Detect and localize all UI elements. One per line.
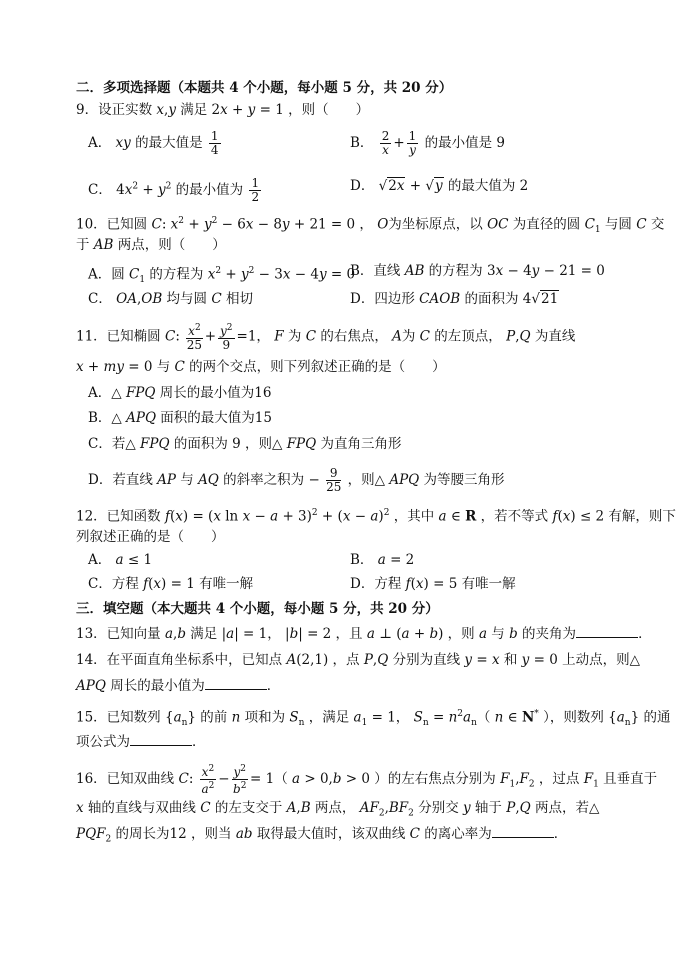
q15-stem-line1: 15．已知数列 $\{a_n\}$ 的前 n 项和为 $S_n$ ，满足 $a_1 = 1$， $S_n = n^2a_n$（ n ∈ N* ），则数列 $\{a_n\}$ 的通 [76, 709, 671, 729]
q12-option-b: B． a = 2 [350, 552, 415, 568]
q9-option-d: D． √2x + √y 的最大值为 2 [350, 178, 529, 194]
q10-option-b: B．直线 AB 的方程为 3x − 4y − 21 = 0 [350, 263, 605, 279]
q12-stem-line1: 12．已知函数 f(x) = (x $\ln x - a + 3)^2 + (x - a)^2$ ，其中 a ∈ R ，若不等式 f(x) ≤ 2 有解，则下 [76, 508, 676, 525]
q9-stem: 9．设正实数 x,y 满足 2x + y = 1 ，则（ ） [76, 102, 370, 118]
q10-option-a: A．圆 $C_1$ 的方程为 $x^2 + y^2 - 3x - 4y = 0$ [88, 266, 356, 286]
q11-option-a: A．△ FPQ 周长的最小值为16 [88, 385, 272, 401]
q10-option-d: D．四边形 CAOB 的面积为 4√21 [350, 291, 559, 307]
q11-option-c: C．若△ FPQ 的面积为 9 ，则△ FPQ 为直角三角形 [88, 436, 402, 452]
q11-stem-line2: x + my = 0 与 C 的两个交点，则下列叙述正确的是（ ） [76, 359, 446, 375]
q14-stem-line2: APQ 周长的最小值为 ． [76, 678, 281, 694]
q12-option-c: C．方程 f(x) = 1 有唯一解 [88, 576, 254, 592]
q16-answer-blank[interactable] [492, 825, 554, 838]
q12-option-d: D．方程 f(x) = 5 有唯一解 [350, 576, 516, 592]
q11-option-d: D．若直线 AP 与 AQ 的斜率之积为 − $\frac{9}{25}$ ，则△ APQ 为等腰三角形 [88, 466, 505, 494]
q9-option-c: C． $4x^2 + y^2$ 的最小值为 $\frac{1}{2}$ [88, 176, 260, 204]
q11-option-b: B．△ APQ 面积的最大值为15 [88, 410, 272, 426]
section-3-title: 三．填空题（本大题共 4 个小题，每小题 5 分，共 20 分） [76, 601, 439, 617]
q15-answer-blank[interactable] [130, 733, 192, 746]
q13: 13．已知向量 a,b 满足 |a| = 1， |b| = 2 ，且 a ⊥ (a + b) ，则 a 与 b 的夹角为 ． [76, 626, 652, 642]
q9-option-a: A． xy 的最大值是 $\frac{1}{4}$ [88, 129, 219, 157]
q12-stem-line2: 列叙述正确的是（ ） [76, 529, 225, 545]
q13-answer-blank[interactable] [576, 625, 638, 638]
q11-stem-line1: 11．已知椭圆 C: $\frac{x^2}{25}$ + $\frac{y^2}{9}$ =1， F 为 C 的右焦点， A为 C 的左顶点， P,Q 为直线 [76, 323, 576, 352]
q9-option-b: B． $\frac{2}{x}$ + $\frac{1}{y}$ 的最小值是 9 [350, 129, 505, 157]
q14-answer-blank[interactable] [205, 677, 267, 690]
q10-option-c: C． OA,OB 均与圆 C 相切 [88, 291, 253, 307]
q16-stem-line2: x 轴的直线与双曲线 C 的左支交于 A,B 两点， $AF_2,BF_2$ 分别交 y 轴于 P,Q 两点，若△ [76, 800, 600, 819]
q16-stem-line1: 16．已知双曲线 C: $\frac{x^2}{a^2}$ − $\frac{y^2}{b^2}$ = 1（ a > 0,b > 0 ）的左右焦点分别为 $F_1,F_2$ ，过点 $F_1$ 且垂直于 [76, 764, 658, 796]
q10-stem-line1: 10．已知圆 C: $x^2 + y^2 - 6x - 8y + 21 = 0$ ， O为坐标原点，以 OC 为直径的圆 $C_1$ 与圆 C 交 [76, 216, 665, 236]
section-2-title: 二．多项选择题（本题共 4 个小题，每小题 5 分，共 20 分） [76, 80, 453, 96]
q16-stem-line3: $PQF_2$ 的周长为12 ，则当 ab 取得最大值时，该双曲线 C 的离心率为 ． [76, 826, 568, 845]
q15-stem-line2: 项公式为 ． [76, 734, 206, 750]
q10-stem-line2: 于 AB 两点，则（ ） [76, 237, 226, 253]
q14-stem-line1: 14．在平面直角坐标系中，已知点 A(2,1) ，点 P,Q 分别为直线 y = x 和 y = 0 上动点，则△ [76, 652, 640, 668]
q12-option-a: A． a ≤ 1 [88, 552, 153, 568]
